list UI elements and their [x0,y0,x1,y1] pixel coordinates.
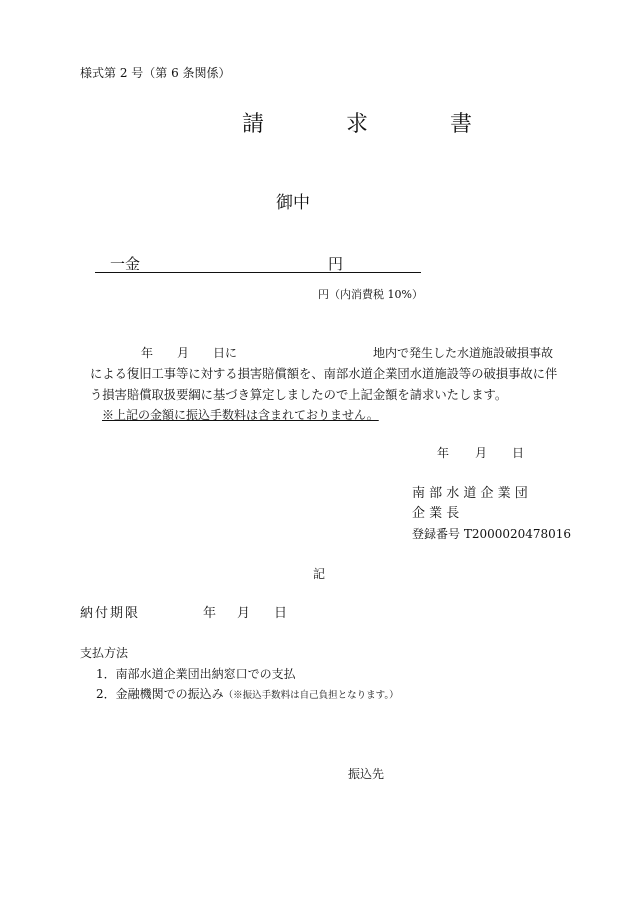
issue-day: 日 [512,446,525,460]
body-month: 月 [177,346,190,360]
amount-prefix: 一金 [110,255,141,273]
issue-month: 月 [475,446,488,460]
form-number: 様式第 2 号（第 6 条関係） [80,66,231,80]
payment-item-1: 1．南部水道企業団出納窓口での支払 [96,667,296,681]
body-line1: 地内で発生した水道施設破損事故 [373,346,554,360]
body-day: 日に [213,346,238,360]
tax-note: 円（内消費税 10%） [318,288,423,301]
payment-item-2-note: （※振込手数料は自己負担となります。） [223,690,399,701]
ki-label: 記 [313,567,326,581]
fee-note: ※上記の金額に振込手数料は含まれておりません。 [102,408,379,422]
amount-underline [95,272,421,273]
amount-unit: 円 [328,255,344,273]
addressee-suffix: 御中 [276,193,310,213]
payment-item-2 [96,688,399,701]
due-label: 納付期限 [80,606,141,621]
body-line3: う損害賠償取扱要綱に基づき算定しましたので上記金額を請求いたします。 [90,388,508,402]
body-line2: による復旧工事等に対する損害賠償額を、南部水道企業団水道施設等の破損事故に伴 [90,367,558,381]
body-year: 年 [141,346,154,360]
issuer-title: 企 業 長 [412,506,460,521]
due-day: 日 [274,606,288,621]
page-title: 請 求 書 [242,112,503,137]
issuer-org: 南 部 水 道 企 業 団 [412,486,528,501]
issue-year: 年 [437,446,450,460]
registration-number: 登録番号 T2000020478016 [412,527,572,541]
payment-item-2-label: 2．金融機関での振込み [96,687,224,701]
payment-label: 支払方法 [80,646,129,660]
due-year: 年 [203,606,217,621]
transfer-to-label: 振込先 [348,767,385,781]
due-month: 月 [237,606,251,621]
